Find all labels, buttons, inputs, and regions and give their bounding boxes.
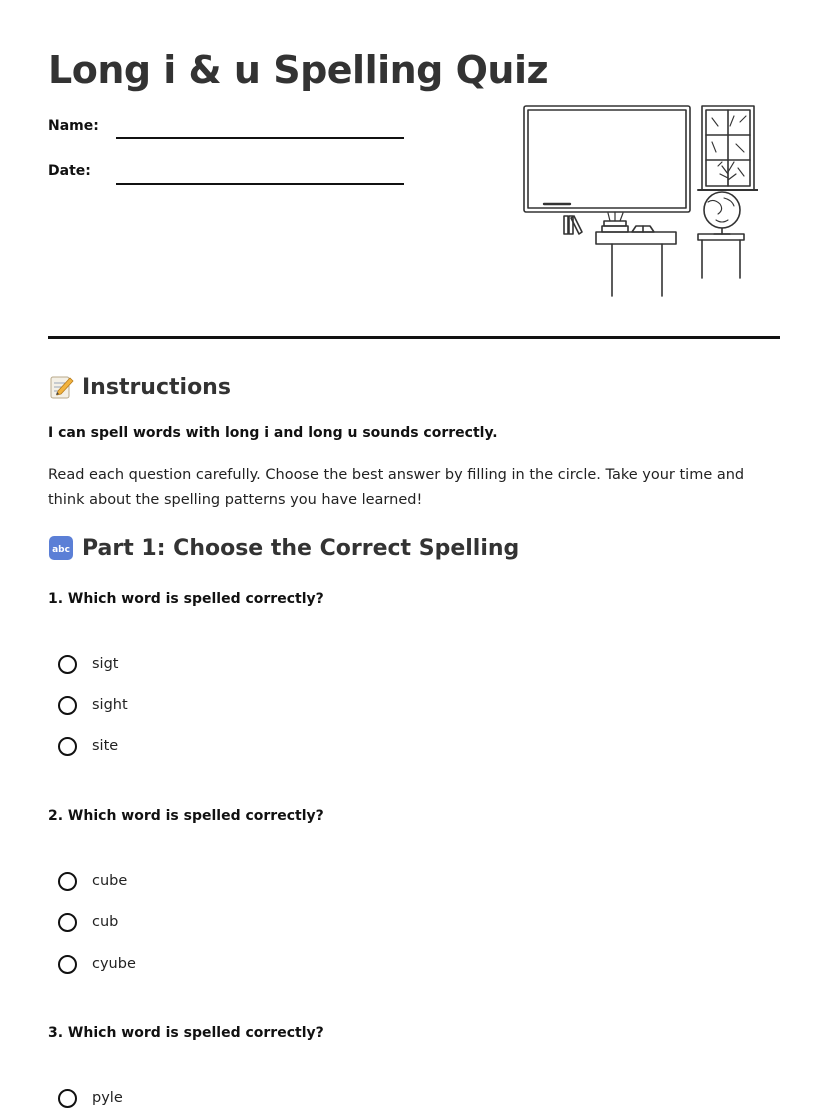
classroom-illustration [522, 102, 758, 302]
option-label: cub [92, 914, 119, 930]
instructions-text: Read each question carefully. Choose the best answer by filling in the circle. Take your time and think about the spelling patterns you have learned! [48, 467, 745, 508]
option-2a[interactable] [58, 868, 127, 894]
radio-circle[interactable] [58, 955, 77, 974]
radio-circle[interactable] [58, 872, 77, 891]
option-3a[interactable] [58, 1085, 123, 1111]
option-label: site [92, 738, 119, 754]
radio-circle[interactable] [58, 655, 77, 674]
option-label: cyube [92, 956, 136, 972]
date-input-line[interactable] [116, 183, 404, 185]
part1-heading-text: Part 1: Choose the Correct Spelling [82, 535, 520, 561]
memo-icon [48, 374, 74, 400]
section-divider [48, 336, 780, 339]
date-field-label: Date: [48, 163, 91, 179]
option-label: sight [92, 697, 128, 713]
instructions-heading-text: Instructions [82, 374, 231, 400]
option-1b[interactable] [58, 692, 128, 718]
option-label: cube [92, 873, 128, 889]
name-field-label: Name: [48, 118, 99, 134]
radio-circle[interactable] [58, 913, 77, 932]
option-label: pyle [92, 1090, 123, 1106]
desk [596, 232, 676, 244]
svg-text:abc: abc [52, 545, 70, 555]
option-2c[interactable] [58, 951, 136, 977]
option-2b[interactable] [58, 909, 118, 935]
learning-goal: I can spell words with long i and long u sounds correctly. [48, 425, 498, 441]
question-3: 3. Which word is spelled correctly? [48, 1025, 324, 1041]
option-label: sigt [92, 656, 119, 672]
radio-circle[interactable] [58, 737, 77, 756]
question-1: 1. Which word is spelled correctly? [48, 591, 324, 607]
option-1c[interactable] [58, 733, 118, 759]
radio-circle[interactable] [58, 1089, 77, 1108]
globe [704, 192, 740, 228]
page-title: Long i & u Spelling Quiz [48, 48, 549, 92]
option-1a[interactable] [58, 651, 118, 677]
chalkboard [524, 106, 690, 212]
name-input-line[interactable] [116, 137, 404, 139]
part1-heading [48, 535, 519, 561]
abc-icon [48, 535, 74, 561]
radio-circle[interactable] [58, 696, 77, 715]
question-2: 2. Which word is spelled correctly? [48, 808, 324, 824]
instructions-heading [48, 374, 231, 400]
